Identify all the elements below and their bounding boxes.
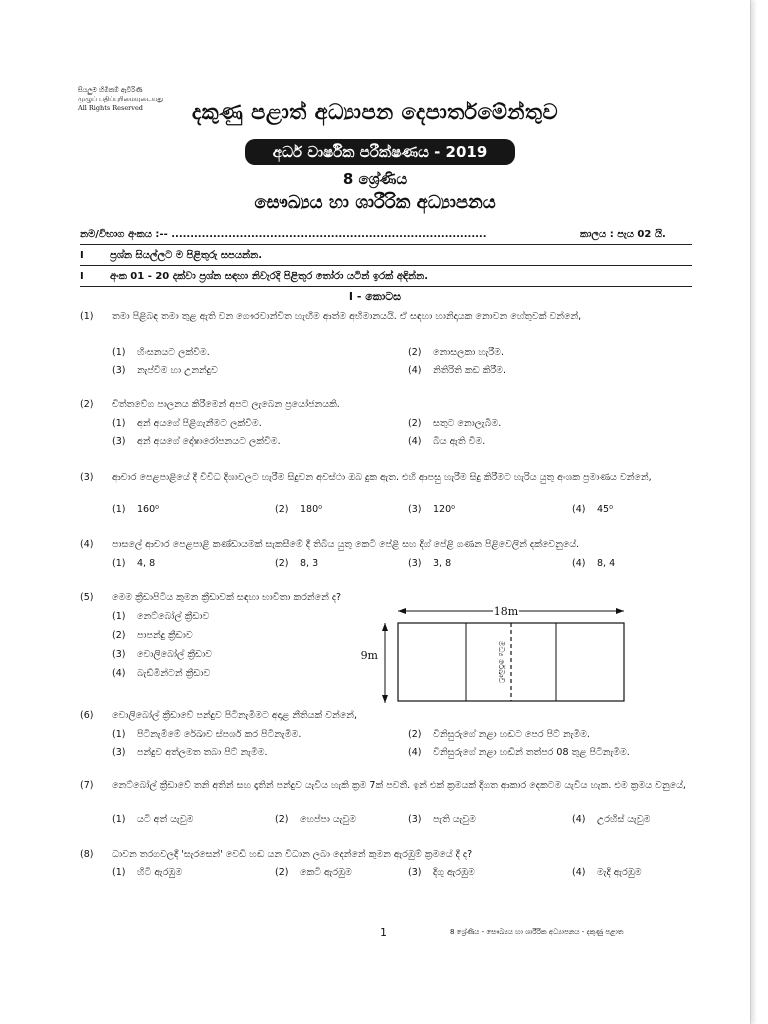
option-4[interactable]: (4) උරහිස් යැවුම — [572, 814, 651, 825]
option-1[interactable]: (1) 160⁰ — [112, 504, 159, 515]
arrow-head-top — [382, 623, 388, 631]
option-3[interactable]: (3) අන් අයගේ දෝෂාරෝපනයට ලක්වීම. — [112, 436, 281, 447]
question-1 — [80, 309, 692, 379]
option-4[interactable]: (4) මැදි ඇරඹුම — [572, 867, 642, 878]
question-text: නෙට්බෝල් ක්‍රීඩාවේ තනි අතින් සහ දෑතින් පන්දුව යැවිය හැකි ක්‍රම 7ක් පවතී. ඉන් එක් ක්‍රමයක් දිගත ආකාර දෙකටම යැවිය හැක. එම ක්‍රමය වනුයේ, — [112, 780, 686, 791]
option-4[interactable]: (4) විනිසුරුගේ නළා හඬින් තත්පර 08 තුළ පිටිනැමීම. — [408, 747, 630, 758]
court-diagram — [360, 601, 636, 706]
question-6 — [80, 708, 692, 763]
option-2[interactable]: (2) නොසලකා හැරීම. — [408, 347, 504, 358]
page-number: 1 — [380, 926, 387, 939]
option-3[interactable]: (3) නැප්වීම හා උනන්දුව — [112, 365, 218, 376]
question-text: ආචාර පෙළපාළියේ දී විවිධ දිශාවලට හැරීම සිදුවන අවස්ථා ඔබ දුක ඇත. එහි ආපසු හැරීම සිදු කිරීමට හැරිය යුතු අංශක ප්‍රමාණය වන්නේ, — [112, 472, 652, 483]
width-label: 18m — [493, 605, 519, 618]
option-3[interactable]: (3) 3, 8 — [408, 558, 452, 569]
time-allowed: කාලය : පැය 02 යි. — [580, 229, 666, 240]
option-4[interactable]: (4) බැඩ්මින්ටන් ක්‍රීඩාව — [112, 668, 211, 679]
option-3[interactable]: (3) පන්දුව අත්ලමත තබා පිට් නැමීම. — [112, 747, 268, 758]
copyright-tamil: முழுப் பதிப்புரிமையுடையது — [78, 95, 164, 103]
footer-text: 8 ශ්‍රේණිය - සෞඛ්‍යය හා ශාරීරික අධ්‍යාපනය - දකුණු පළාත — [450, 928, 624, 936]
option-3[interactable]: (3) පැති යැවුම — [408, 814, 476, 825]
instruction-1 — [80, 250, 262, 261]
instruction-mark: I — [80, 271, 84, 282]
instruction-mark: I — [80, 250, 84, 261]
option-1[interactable]: (1) හිටි ඇරඹුම — [112, 867, 183, 878]
arrow-head-right — [616, 608, 624, 614]
option-2[interactable]: (2) හෙප්පා යැවුම — [275, 814, 357, 825]
question-number: (1) — [80, 311, 94, 322]
question-number: (5) — [80, 592, 94, 603]
question-7 — [80, 778, 692, 833]
option-2[interactable]: (2) කෙටි ඇරඹුම — [275, 867, 352, 878]
question-text: පාසලේ ආචාර පෙළපාළි කණ්ඩායමක් සැකසීමේ දී තිබිය යුතු කෙටි පේළි සහ දිග් පේළි ගණන පිළිවෙලින් දක්වෙනුයේ. — [112, 539, 580, 550]
copyright-sinhala: සියලුම හිමිකම් ඇවිරිණි — [78, 86, 143, 94]
divider — [80, 244, 692, 245]
option-3[interactable]: (3) දිගු ඇරඹුම — [408, 867, 475, 878]
option-2[interactable]: (2) සතුට නොලැබීම. — [408, 418, 502, 429]
option-1[interactable]: (1) 4, 8 — [112, 558, 156, 569]
copyright-english: All Rights Reserved — [78, 104, 143, 112]
question-number: (4) — [80, 539, 94, 550]
option-2[interactable]: (2) 8, 3 — [275, 558, 319, 569]
grade-title: 8 ශ්‍රේණිය — [342, 170, 408, 188]
arrow-head-left — [398, 608, 406, 614]
question-text: තමා පිළිබඳ තමා තුළ ඇති වන ගෞරවාන්විත හැඟීම ආත්ම අභිමානයයි. ඒ සඳහා හානිදායක නොවන හේතුවක් වන්නේ, — [112, 311, 582, 322]
arrow-head-bottom — [382, 695, 388, 703]
instruction-text: අංක 01 - 20 දක්වා ප්‍රශ්න සඳහා නිවැරදි පිළිතුර තෝරා යටින් ඉරක් අඳින්න. — [110, 271, 429, 282]
question-text: වොලිබෝල් ක්‍රීඩාවේ පන්දුව පිටිනැමීමට අදාළ නීතියක් වන්නේ, — [112, 710, 357, 721]
question-number: (3) — [80, 472, 94, 483]
option-3[interactable]: (3) 120⁰ — [408, 504, 455, 515]
question-text: චිත්තවේග පාලනය කිරීමෙන් අපට ලැබෙන ප්‍රයෝජනයකි. — [112, 399, 340, 410]
instruction-2 — [80, 271, 428, 282]
question-3 — [80, 470, 692, 520]
department-title: දකුණු පළාත් අධ්‍යාපන දෙපාර්තමේන්තුව — [191, 100, 559, 124]
option-4[interactable]: (4) නිතිරිති කඩ කිරීම. — [408, 365, 506, 376]
option-1[interactable]: (1) යටි අත් යැවුම — [112, 814, 194, 825]
question-number: (6) — [80, 710, 94, 721]
option-1[interactable]: (1) පිටිනැමීමේ රේඛාව ස්පර්ශ කර පිටිනැමීම. — [112, 729, 302, 740]
name-index-field: නම/විභාග අංකය :-- ................................................................................... — [80, 229, 487, 240]
option-1[interactable]: (1) අන් අයගේ පිළිගැනීමට ලක්වීම. — [112, 418, 262, 429]
question-text: මෙම ක්‍රීඩාපිටිය කුමන ක්‍රීඩාවක් සඳහා භාවිතා කරන්නේ ද? — [112, 592, 342, 603]
option-3[interactable]: (3) වොලිබෝල් ක්‍රීඩාව — [112, 649, 213, 660]
option-2[interactable]: (2) 180⁰ — [275, 504, 322, 515]
option-4[interactable]: (4) බිය ඇති වීම. — [408, 436, 486, 447]
instruction-text: ප්‍රශ්න සියල්ලට ම පිළිතුරු සපයන්න. — [110, 250, 263, 261]
height-label: 9m — [360, 649, 378, 662]
divider — [80, 265, 692, 266]
question-4 — [80, 537, 692, 572]
question-number: (2) — [80, 399, 94, 410]
option-2[interactable]: (2) පාපන්දු ක්‍රීඩාව — [112, 630, 193, 641]
question-8 — [80, 847, 692, 887]
question-number: (7) — [80, 780, 94, 791]
option-1[interactable]: (1) හිංසනයට ලක්වීම. — [112, 347, 210, 358]
subject-title: සෞඛ්‍යය හා ශාරීරික අධ්‍යාපනය — [254, 192, 496, 213]
question-text: ධාවන තරගවලදී 'සැරසෙන්' වෙඩි හඬ යන විධාන ලබා දෙන්නේ කුමන ඇරඹුම් ක්‍රමයේ දී ද? — [112, 849, 473, 860]
divider — [80, 286, 692, 287]
option-2[interactable]: (2) විනිසුරුගේ නළා හඬට පෙර පිට් නැමීම. — [408, 729, 590, 740]
question-2 — [80, 397, 692, 452]
center-line-label: මධ්‍ය රේඛාව — [497, 640, 506, 684]
option-1[interactable]: (1) නෙට්බෝල් ක්‍රීඩාව — [112, 611, 210, 622]
option-4[interactable]: (4) 8, 4 — [572, 558, 616, 569]
part-heading: I - කොටස — [348, 290, 402, 303]
exam-title-banner: අර්ධ වාර්ෂික පරීක්ෂණය - 2019 — [245, 139, 515, 165]
question-number: (8) — [80, 849, 94, 860]
option-4[interactable]: (4) 45⁰ — [572, 504, 613, 515]
